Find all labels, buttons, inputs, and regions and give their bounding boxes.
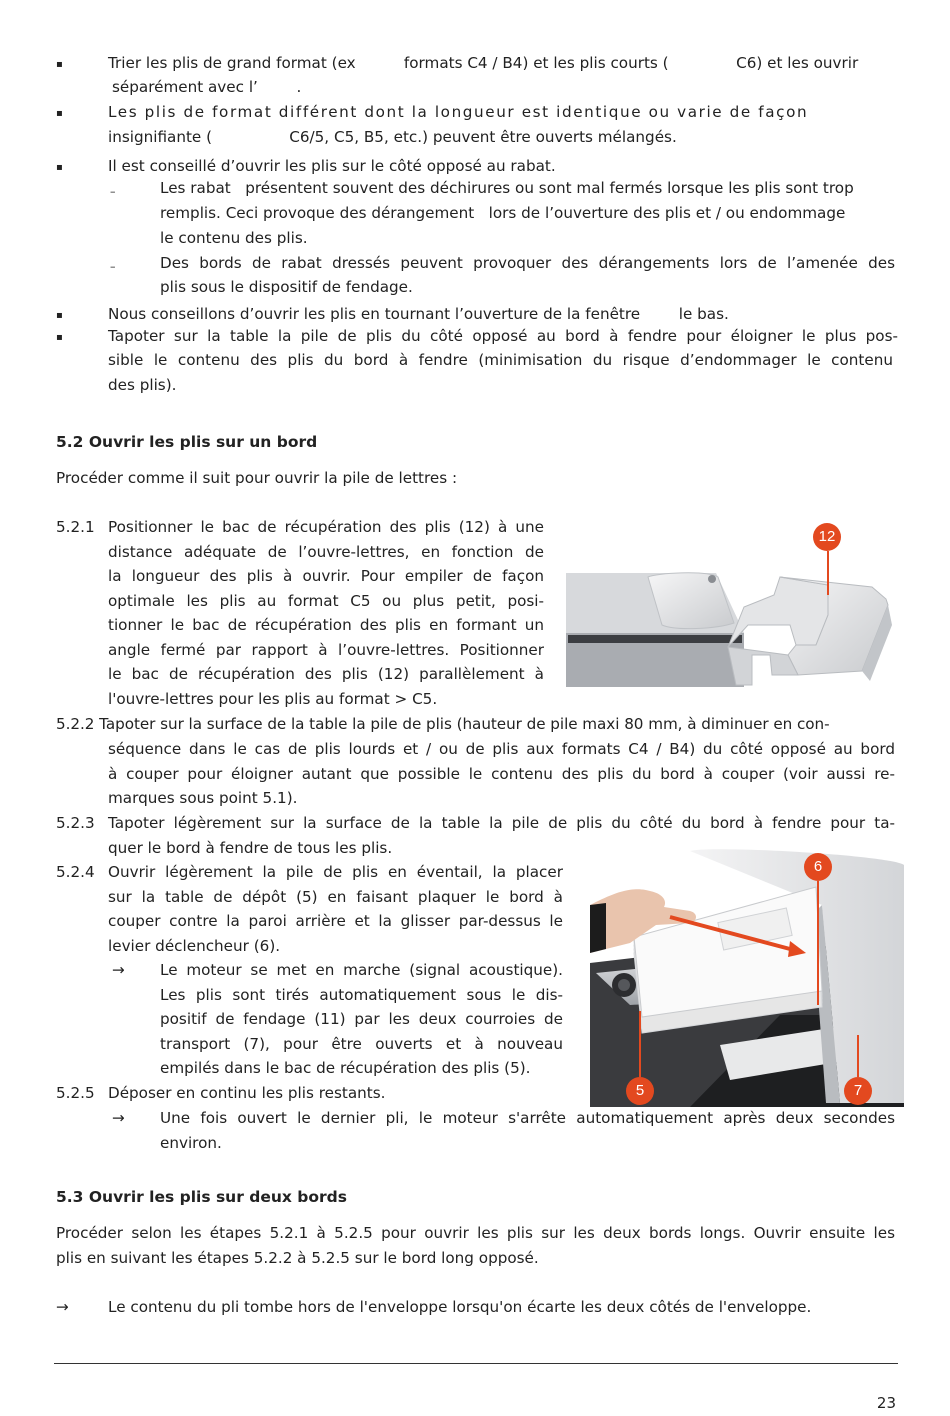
arrow-icon: → [56, 1298, 69, 1316]
list-item: Il est conseillé d’ouvrir les plis sur le côté opposé au rabat. [108, 157, 556, 175]
bullet: ▪ [56, 310, 63, 321]
list-item-cont: sible le contenu des plis du bord à fendre (minimisation du risque d’endommager le contenu [108, 351, 893, 369]
step-line: l'ouvre-lettres pour les plis au format > C5. [108, 689, 438, 708]
callout-7: 7 [844, 1077, 872, 1105]
step-line: à couper pour éloigner autant que possible le contenu des plis du bord à couper (voir aussi re- [108, 764, 895, 783]
step-5-2-5: Déposer en continu les plis restants. [108, 1084, 386, 1102]
step-5-2-4-result [160, 958, 563, 1081]
list-item: Tapoter sur la table la pile de plis du côté opposé au bord à fendre pour éloigner le plus pos- [108, 327, 898, 345]
dash: – [110, 260, 116, 273]
dash: – [110, 185, 116, 198]
step-line: quer le bord à fendre de tous les plis. [108, 838, 393, 857]
list-item-cont: des plis). [108, 376, 177, 394]
step-line: Ouvrir légèrement la pile de plis en éventail, la placer [108, 863, 563, 881]
step-5-2-2 [108, 737, 895, 811]
footer-rule [54, 1363, 898, 1364]
step-line: Positionner le bac de récupération des plis (12) à une [108, 518, 544, 536]
list-item-cont: séparément avec l’ . [112, 78, 302, 96]
step-line: Une fois ouvert le dernier pli, le moteur s'arrête automatiquement après deux secondes [160, 1109, 895, 1127]
step-line: marques sous point 5.1). [108, 789, 298, 807]
step-line: couper contre la paroi arrière et la glisser par-dessus le [108, 912, 563, 930]
step-line: séquence dans le cas de plis lourds et / ou de plis aux formats C4 / B4) du côté opposé au bord [108, 740, 895, 758]
sub-item-cont: le contenu des plis. [160, 229, 308, 247]
list-item-cont: insignifiante ( C6/5, C5, B5, etc.) peuvent être ouverts mélangés. [108, 128, 677, 146]
note: Le contenu du pli tombe hors de l'enveloppe lorsqu'on écarte les deux côtés de l'enveloppe. [108, 1298, 812, 1316]
step-number: 5.2.4 [56, 863, 95, 881]
step-line: empilés dans le bac de récupération des plis (5). [160, 1059, 531, 1077]
sub-item-cont: remplis. Ceci provoque des dérangement lors de l’ouverture des plis et / ou endommage [160, 204, 846, 222]
bullet: ▪ [56, 59, 63, 70]
arrow-icon: → [112, 961, 125, 979]
list-item: Les plis de format différent dont la longueur est identique ou varie de façon [108, 103, 809, 121]
step-number: 5.2.5 [56, 1084, 95, 1102]
bullet: ▪ [56, 108, 63, 119]
step-line: Le moteur se met en marche (signal acoustique). [160, 961, 563, 979]
opener-tray-illustration [566, 515, 898, 687]
step-line: distance adéquate de l’ouvre-lettres, en fonction de [108, 542, 544, 561]
section-heading: 5.2 Ouvrir les plis sur un bord [56, 433, 318, 451]
step-number: 5.2.3 [56, 814, 95, 832]
paragraph: Procéder selon les étapes 5.2.1 à 5.2.5 pour ouvrir les plis sur les deux bords longs. Ouvrir ensuite les [56, 1224, 895, 1242]
step-line: Tapoter légèrement sur la surface de la table la pile de plis du côté du bord à fendre pour ta- [108, 814, 895, 832]
page-number: 23 [876, 1394, 896, 1412]
section-heading: 5.3 Ouvrir les plis sur deux bords [56, 1188, 348, 1206]
list-item: Nous conseillons d’ouvrir les plis en tournant l’ouverture de la fenêtre le bas. [108, 305, 729, 323]
step-5-2-2-first-line: 5.2.2 Tapoter sur la surface de la table la pile de plis (hauteur de pile maxi 80 mm, à diminuer en con- [56, 715, 830, 733]
sub-item-cont: plis sous le dispositif de fendage. [160, 278, 413, 296]
arrow-icon: → [112, 1109, 125, 1127]
step-line: positif de fendage (11) par les deux courroies de [160, 1010, 563, 1028]
sub-item: Des bords de rabat dressés peuvent provoquer des dérangements lors de l’amenée des [160, 254, 895, 272]
step-5-2-4 [108, 860, 563, 958]
callout-6: 6 [804, 853, 832, 881]
step-line: optimale les plis au format C5 ou plus petit, posi- [108, 591, 544, 610]
sub-item: Les rabat présentent souvent des déchirures ou sont mal fermés lorsque les plis sont trop [160, 179, 854, 197]
figure-catch-tray [566, 515, 898, 687]
step-line: levier déclencheur (6). [108, 936, 281, 955]
step-number: 5.2.1 [56, 518, 95, 536]
bullet: ▪ [56, 332, 63, 343]
step-line: le bac de récupération des plis (12) parallèlement à [108, 665, 544, 683]
callout-5: 5 [626, 1077, 654, 1105]
step-line: Les plis sont tirés automatiquement sous le dis- [160, 985, 563, 1004]
step-line: sur la table de dépôt (5) en faisant plaquer le bord à [108, 887, 563, 906]
step-5-2-1 [108, 515, 544, 711]
step-line: tionner le bac de récupération des plis en formant un [108, 616, 544, 634]
bullet: ▪ [56, 162, 63, 173]
paragraph-cont: plis en suivant les étapes 5.2.2 à 5.2.5 sur le bord long opposé. [56, 1249, 539, 1267]
step-line: transport (7), pour être ouverts et à nouveau [160, 1034, 563, 1053]
step-5-2-5-result [160, 1106, 895, 1155]
step-line: angle fermé par rapport à l’ouvre-lettres. Positionner [108, 640, 544, 659]
callout-12: 12 [813, 523, 841, 551]
step-line: la longueur des plis à ouvrir. Pour empiler de façon [108, 567, 544, 585]
list-item: Trier les plis de grand format (ex formats C4 / B4) et les plis courts ( C6) et les ouvrir [108, 54, 859, 72]
figure-feeding [590, 845, 904, 1107]
feeding-illustration [590, 845, 904, 1107]
intro-paragraph: Procéder comme il suit pour ouvrir la pile de lettres : [56, 469, 458, 487]
step-line: environ. [160, 1133, 222, 1152]
